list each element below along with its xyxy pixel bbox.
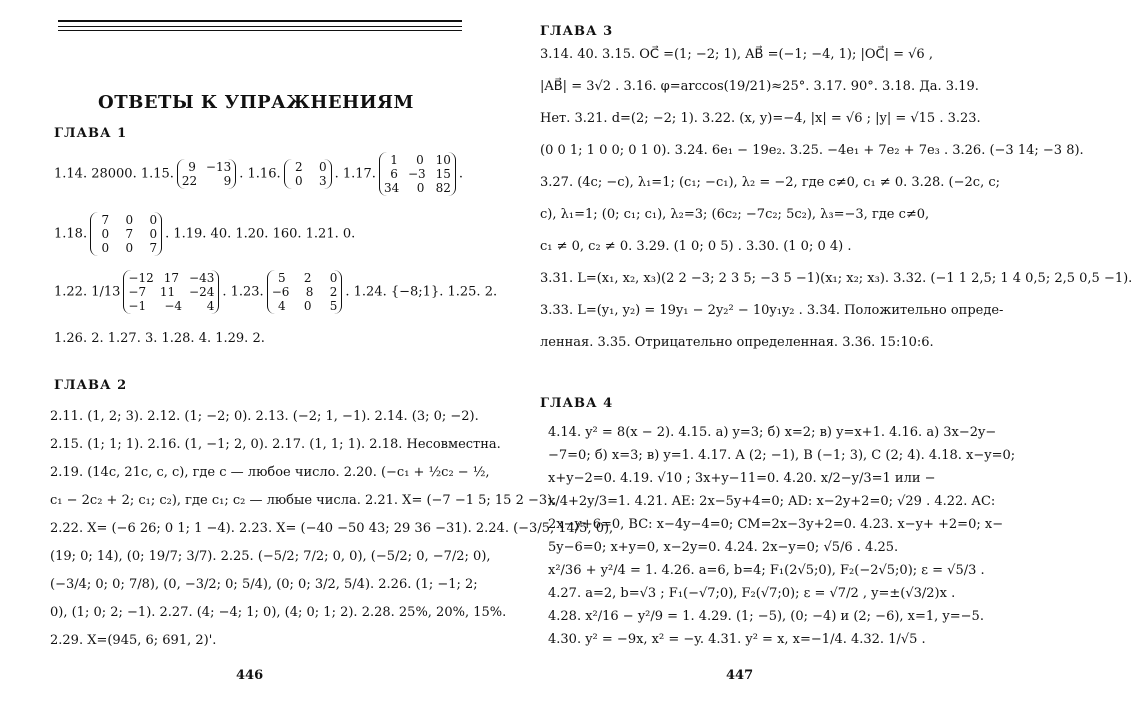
chapter-heading: ГЛАВА 4 — [540, 396, 614, 411]
answer-line: 3.31. L=(x₁, x₂, x₃)(2 2 −3; 2 3 5; −3 5 −1)(x₁; x₂; x₃). 3.32. (−1 1 2,5; 1 4 0,5; 2,5 0,5 −1). — [540, 271, 1132, 286]
page-number: 447 — [726, 668, 754, 683]
matrix-row — [182, 174, 231, 188]
matrix-cell: 9 — [223, 174, 232, 188]
answer-text: 1.22. 1/13 — [54, 284, 121, 300]
matrix-cell: 4 — [278, 299, 286, 313]
matrix-cell: 9 — [188, 160, 196, 174]
chapter-heading: ГЛАВА 1 — [54, 126, 128, 141]
answer-line: Нет. 3.21. d=(2; −2; 1). 3.22. (x, y)=−4, |x| = √6 ; |y| = √15 . 3.23. — [540, 111, 981, 126]
matrix-cell: 0 — [101, 241, 110, 255]
answer-line: 1.26. 2. 1.27. 3. 1.28. 4. 1.29. 2. — [54, 331, 265, 346]
answer-line: |AB⃗| = 3√2 . 3.16. φ=arccos(19/21)≈25°. 3.17. 90°. 3.18. Да. 3.19. — [540, 79, 979, 94]
answer-line: 1.14. 28000. 1.15. 9 −13 22 9 . 1.16. 2 0 0 3 . 1.17. 1 0 10 6 −3 15 34 0 82 . — [54, 153, 464, 195]
matrix-cell: −24 — [189, 285, 215, 299]
right-page — [530, 0, 1132, 724]
answer-line: 3.14. 40. 3.15. OC⃗ =(1; −2; 1), AB⃗ =(−1; −4, 1); |OC⃗| = √6 , — [540, 47, 933, 62]
matrix-cell: 17 — [163, 271, 180, 285]
answer-line: 4.28. x²/16 − y²/9 = 1. 4.29. (1; −5), (0; −4) и (2; −6), x=1, y=−5. — [548, 609, 984, 624]
answer-line: (0 0 1; 1 0 0; 0 1 0). 3.24. 6e₁ − 19e₂. 3.25. −4e₁ + 7e₂ + 7e₃ . 3.26. (−3 14; −3 8). — [540, 143, 1084, 158]
matrix-cell: −12 — [128, 271, 154, 285]
answer-text: . 1.19. 40. 1.20. 160. 1.21. 0. — [165, 226, 356, 242]
matrix-row — [289, 174, 327, 188]
matrix-cell: −7 — [128, 285, 147, 299]
answer-line: 3.27. (4c; −c), λ₁=1; (c₁; −c₁), λ₂ = −2, где c≠0, c₁ ≠ 0. 3.28. (−2c, c; — [540, 175, 1001, 190]
answer-text: . 1.23. — [222, 284, 264, 300]
answer-line: x²/36 + y²/4 = 1. 4.26. a=6, b=4; F₁(2√5;0), F₂(−2√5;0); ε = √5/3 . — [548, 563, 985, 578]
answer-line: c₁ − 2c₂ + 2; c₁; c₂), где c₁; c₂ — любые числа. 2.21. X= (−7 −1 5; 15 2 −3). — [50, 493, 557, 508]
matrix-cell: 2 — [303, 271, 312, 285]
answer-line: 2x−y+6=0, BC: x−4y−4=0; CM=2x−3y+2=0. 4.23. x−y+ +2=0; x− — [548, 517, 1004, 532]
matrix-cell: 7 — [149, 241, 158, 255]
matrix-cell: −1 — [128, 299, 147, 313]
answer-line: (−3/4; 0; 0; 7/8), (0, −3/2; 0; 5/4), (0; 0; 3/2, 5/4). 2.26. (1; −1; 2; — [50, 577, 478, 592]
matrix-cell: 7 — [101, 213, 110, 227]
header-rule — [58, 26, 462, 27]
answer-line: 2.22. X= (−6 26; 0 1; 1 −4). 2.23. X= (−40 −50 43; 29 36 −31). 2.24. (−3/5, 14/5, 0), — [50, 521, 614, 536]
matrix-cell: 5 — [329, 299, 338, 313]
matrix-cell: 0 — [125, 241, 134, 255]
matrix-row — [128, 271, 214, 285]
matrix-cell: 0 — [329, 271, 338, 285]
matrix-cell: −43 — [189, 271, 215, 285]
answer-line: ленная. 3.35. Отрицательно определенная. 3.36. 15:10:6. — [540, 335, 934, 350]
answer-text: 1.14. 28000. 1.15. — [54, 166, 174, 182]
matrix-row — [384, 153, 451, 167]
answer-line: −7=0; б) x=3; в) y=1. 4.17. A (2; −1), B (−1; 3), C (2; 4). 4.18. x−y=0; — [548, 448, 1016, 463]
page-number: 446 — [236, 668, 264, 683]
answer-text: . 1.17. — [334, 166, 376, 182]
matrix-cell: 0 — [125, 213, 134, 227]
matrix-cell: 10 — [435, 153, 451, 167]
answer-line: 4.30. y² = −9x, x² = −y. 4.31. y² = x, x=−1/4. 4.32. 1/√5 . — [548, 632, 926, 647]
answer-text: . 1.16. — [239, 166, 281, 182]
answer-text: 1.18. — [54, 226, 88, 242]
matrix-cell: 22 — [181, 174, 198, 188]
answer-line: (19; 0; 14), (0; 19/7; 3/7). 2.25. (−5/2; 7/2; 0, 0), (−5/2; 0, −7/2; 0), — [50, 549, 491, 564]
header-rule — [58, 30, 462, 31]
answer-line: c), λ₁=1; (0; c₁; c₁), λ₂=3; (6c₂; −7c₂; 5c₂), λ₃=−3, где c≠0, — [540, 207, 930, 222]
matrix-cell: −3 — [407, 167, 426, 181]
matrix — [90, 212, 162, 256]
answer-line: 0), (1; 0; 2; −1). 2.27. (4; −4; 1; 0), (4; 0; 1; 2). 2.28. 25%, 20%, 15%. — [50, 605, 507, 620]
matrix-cell: 2 — [294, 160, 303, 174]
matrix-cell: 1 — [390, 153, 398, 167]
answer-line — [54, 270, 497, 314]
matrix-cell: 6 — [390, 167, 398, 181]
matrix-row — [272, 299, 338, 313]
matrix-row — [95, 227, 157, 241]
page-title: ОТВЕТЫ К УПРАЖНЕНИЯМ — [98, 92, 414, 113]
header-rule — [58, 20, 462, 22]
chapter-heading: ГЛАВА 2 — [54, 378, 128, 393]
matrix-cell: 0 — [318, 160, 327, 174]
answer-line: 4.27. a=2, b=√3 ; F₁(−√7;0), F₂(√7;0); ε = √7/2 , y=±(√3/2)x . — [548, 586, 956, 601]
matrix-cell: 0 — [149, 213, 158, 227]
matrix-cell: 5 — [278, 271, 286, 285]
matrix-cell: −13 — [205, 160, 232, 174]
matrix-row — [272, 285, 338, 299]
matrix-cell: 3 — [318, 174, 327, 188]
answer-line: x+y−2=0. 4.19. √10 ; 3x+y−11=0. 4.20. x/2−y/3=1 или − — [548, 471, 936, 486]
answer-line — [54, 212, 355, 256]
matrix-cell: 2 — [329, 285, 338, 299]
matrix-cell: 0 — [416, 153, 424, 167]
answer-line: 2.19. (14c, 21c, c, c), где c — любое число. 2.20. (−c₁ + ½c₂ − ½, — [50, 465, 490, 480]
matrix-row — [384, 167, 451, 181]
matrix — [267, 270, 343, 314]
matrix-row — [95, 213, 157, 227]
matrix-cell: 0 — [294, 174, 303, 188]
matrix-cell: 0 — [149, 227, 158, 241]
matrix-cell: 15 — [435, 167, 451, 181]
matrix-cell: 7 — [125, 227, 134, 241]
matrix-cell: 82 — [435, 181, 451, 195]
answer-line: 4.14. y² = 8(x − 2). 4.15. а) y=3; б) x=2; в) y=x+1. 4.16. а) 3x−2y− — [548, 425, 997, 440]
matrix — [284, 159, 332, 189]
matrix-row — [128, 299, 214, 313]
matrix-row — [384, 181, 451, 195]
matrix-cell: 8 — [305, 285, 314, 299]
matrix-cell: 0 — [101, 227, 110, 241]
matrix — [123, 270, 219, 314]
matrix-row — [182, 160, 231, 174]
answer-text: . 1.24. {−8;1}. 1.25. 2. — [345, 284, 498, 300]
matrix-row — [128, 285, 214, 299]
matrix-row — [272, 271, 338, 285]
matrix-row — [95, 241, 157, 255]
answer-line: 5y−6=0; x+y=0, x−2y=0. 4.24. 2x−y=0; √5/6 . 4.25. — [548, 540, 899, 555]
matrix-cell: 11 — [159, 285, 176, 299]
matrix-cell: −6 — [271, 285, 290, 299]
matrix-cell: 4 — [206, 299, 215, 313]
answer-line: 2.15. (1; 1; 1). 2.16. (1, −1; 2, 0). 2.17. (1, 1; 1). 2.18. Несовместна. — [50, 437, 501, 452]
answer-line: c₁ ≠ 0, c₂ ≠ 0. 3.29. (1 0; 0 5) . 3.30. (1 0; 0 4) . — [540, 239, 852, 254]
answer-line: 3.33. L=(y₁, y₂) = 19y₁ − 2y₂² − 10y₁y₂ . 3.34. Положительно опреде- — [540, 303, 1004, 318]
matrix-cell: −4 — [164, 299, 183, 313]
chapter-heading: ГЛАВА 3 — [540, 24, 614, 39]
answer-line: 2.29. X=(945, 6; 691, 2)'. — [50, 633, 217, 648]
matrix-cell: 0 — [416, 181, 425, 195]
matrix — [177, 159, 236, 189]
matrix-cell: 0 — [303, 299, 312, 313]
matrix — [379, 152, 456, 196]
answer-line: x/4+2y/3=1. 4.21. AE: 2x−5y+4=0; AD: x−2y+2=0; √29 . 4.22. AC: — [548, 494, 996, 509]
matrix-row — [289, 160, 327, 174]
answer-line: 2.11. (1, 2; 3). 2.12. (1; −2; 0). 2.13. (−2; 1, −1). 2.14. (3; 0; −2). — [50, 409, 479, 424]
matrix-cell: 34 — [383, 181, 400, 195]
